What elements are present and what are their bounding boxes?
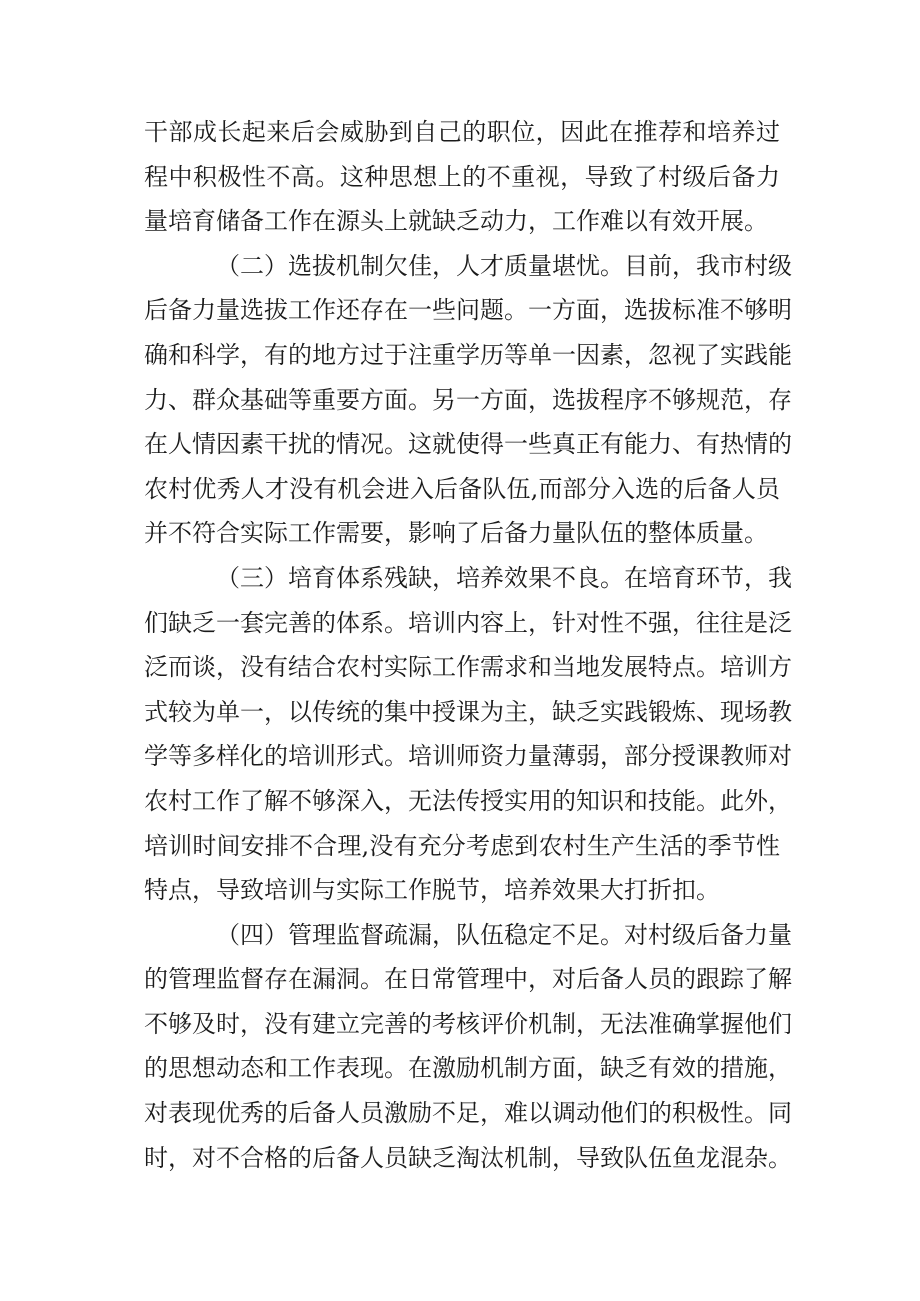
paragraph-training-system [144,556,792,913]
text-line: 力、群众基础等重要方面。另一方面，选拔程序不够规范，存 [144,385,792,414]
text-line: 不够及时，没有建立完善的考核评价机制，无法准确掌握他们 [144,1009,792,1038]
text-line: 后备力量选拔工作还存在一些问题。一方面，选拔标准不够明 [144,296,792,325]
text-line: 特点，导致培训与实际工作脱节，培养效果大打折扣。 [144,876,720,905]
text-line: 对表现优秀的后备人员激励不足，难以调动他们的积极性。同 [144,1099,792,1128]
paragraph-heading-line: （二）选拔机制欠佳，人才质量堪忧。目前，我市村级 [216,251,792,280]
text-line: 们缺乏一套完善的体系。培训内容上，针对性不强，往往是泛 [144,608,792,637]
text-line: 式较为单一，以传统的集中授课为主，缺乏实践锻炼、现场教 [144,697,792,726]
text-line: 确和科学，有的地方过于注重学历等单一因素，忽视了实践能 [144,340,792,369]
text-line: 干部成长起来后会威胁到自己的职位，因此在推荐和培养过 [144,118,780,146]
text-line: 的管理监督存在漏洞。在日常管理中，对后备人员的跟踪了解 [144,965,792,994]
paragraph-selection-mechanism [144,244,792,556]
paragraph-heading-line: （三）培育体系残缺，培养效果不良。在培育环节，我 [216,563,792,592]
paragraph-management-supervision [144,913,792,1181]
text-line: 量培育储备工作在源头上就缺乏动力，工作难以有效开展。 [144,207,768,236]
paragraph-heading-line: （四）管理监督疏漏，队伍稳定不足。对村级后备力量 [216,920,792,949]
text-line: 泛而谈，没有结合农村实际工作需求和当地发展特点。培训方 [144,653,792,682]
text-line: 农村工作了解不够深入，无法传授实用的知识和技能。此外， [144,786,792,815]
text-line: 学等多样化的培训形式。培训师资力量薄弱，部分授课教师对 [144,742,792,771]
text-line: 时，对不合格的后备人员缺乏淘汰机制，导致队伍鱼龙混杂。 [144,1143,792,1172]
document-body [144,110,792,1180]
text-line: 农村优秀人才没有机会进入后备队伍,而部分入选的后备人员 [144,474,780,503]
text-line: 的思想动态和工作表现。在激励机制方面，缺乏有效的措施， [144,1054,792,1083]
text-line: 培训时间安排不合理,没有充分考虑到农村生产生活的季节性 [144,831,780,860]
paragraph-continuation [144,110,780,244]
text-line: 程中积极性不高。这种思想上的不重视，导致了村级后备力 [144,162,780,191]
text-line: 在人情因素干扰的情况。这就使得一些真正有能力、有热情的 [144,430,792,459]
text-line: 并不符合实际工作需要，影响了后备力量队伍的整体质量。 [144,519,768,548]
